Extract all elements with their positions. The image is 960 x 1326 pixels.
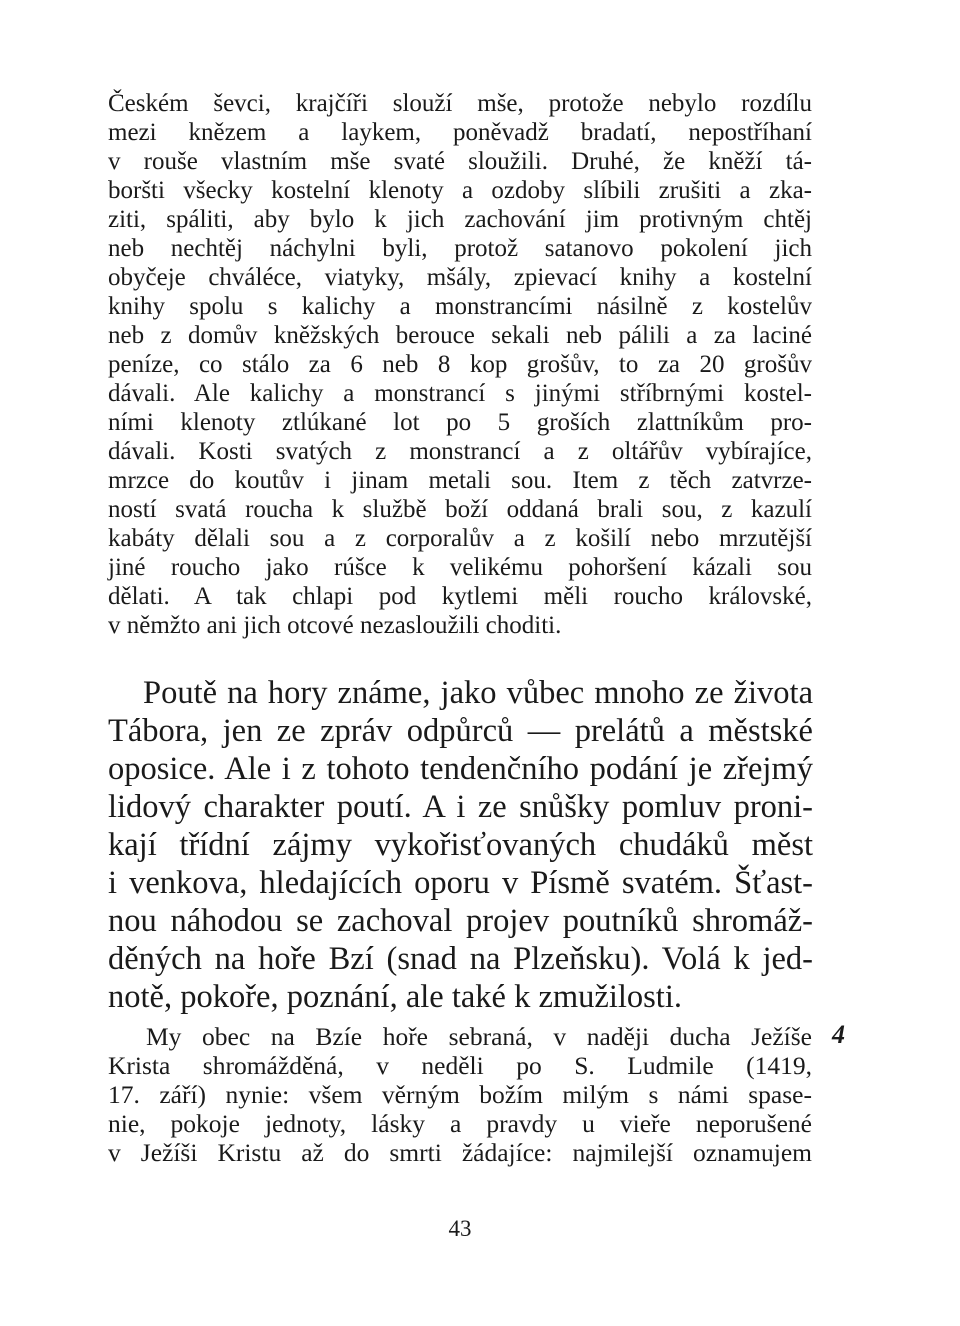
text-line: Poutě na hory známe, jako vůbec mnoho ze života (143, 675, 813, 711)
text-line: dávali. Kosti svatých z monstrancí a z oltářův vybírajíce, (108, 438, 812, 465)
text-line: kabáty dělali sou a z corporalův a z košilí nebo mrzutější (108, 525, 812, 552)
margin-note-number: 4 (832, 1020, 845, 1049)
text-line: obyčeje chválécе, viatyky, mšály, zpievací knihy a kostelní (108, 264, 812, 291)
text-line: děných na hoře Bzí (snad na Plzeňsku). Volá k jed- (108, 941, 813, 977)
text-line: neb z domův kněžských berouce sekali neb pálili a za laciné (108, 322, 812, 349)
text-line: i venkova, hledajících oporu v Písmě svatém. Šťast- (108, 865, 813, 901)
text-line: mezi knězem a laykem, poněvadž bradatí, nepostříhaní (108, 119, 812, 146)
text-line: ností svatá roucha k službě boží oddaná brali sou, z kazulí (108, 496, 812, 523)
text-line: notě, pokoře, poznání, ale také k zmužilosti. (108, 979, 682, 1015)
text-line: 17. září) nynie: všem věrným božím milým s námi spase- (108, 1080, 812, 1109)
page-number: 43 (448, 1216, 472, 1241)
text-line: neb nechtěj náchylni byli, protož satanovo pokolení jich (108, 235, 812, 262)
text-line: boršti všecky kostelní klenoty a ozdoby slíbili zrušiti a zka- (108, 177, 812, 204)
text-line: jiné roucho jako rúšce k velikému pohoršení kázali sou (108, 554, 812, 581)
text-line: v Ježíši Kristu až do smrti žádajíce: najmilejší oznamujem (108, 1138, 812, 1167)
text-line: dělati. A tak chlapi pod kytlemi měli roucho královské, (108, 583, 812, 610)
text-line: ními klenoty ztlúkané lot po 5 groších zlattníkům pro- (108, 409, 812, 436)
text-line: lidový charakter poutí. A i ze snůšky pomluv proni- (108, 789, 813, 825)
text-line: Českém ševci, krajčíři slouží mše, protože nebylo rozdílu (108, 90, 812, 117)
text-line: oposice. Ale i z tohoto tendenčního podání je zřejmý (108, 751, 813, 787)
text-line: My obec na Bzíe hoře sebraná, v naději ducha Ježíše (146, 1022, 812, 1051)
text-line: peníze, co stálo za 6 neb 8 kop grošův, to za 20 grošův (108, 351, 812, 378)
text-line: v němžto ani jich otcové nezasloužili choditi. (108, 612, 562, 639)
text-line: nou náhodou se zachoval projev poutníků shromáž- (108, 903, 813, 939)
text-line: nie, pokoje jednoty, lásky a pravdy u vieře neporušené (108, 1109, 812, 1138)
text-line: dávali. Ale kalichy a monstrancí s jinými stříbrnými kostel- (108, 380, 812, 407)
text-line: Tábora, jen ze zpráv odpůrců — prelátů a městské (108, 713, 813, 749)
text-line: kají třídní zájmy vykořisťovaných chudáků měst (108, 827, 813, 863)
text-line: mrzce do koutův i jinam metali sou. Item z těch zatvrze- (108, 467, 812, 494)
text-line: v rouše vlastním mše svaté sloužili. Druhé, že kněží tá- (108, 148, 812, 175)
text-line: knihy spolu s kalichy a monstrancími násilně z kostelův (108, 293, 812, 320)
text-line: ziti, spáliti, aby bylo k jich zachování jim protivným chtěj (108, 206, 812, 233)
text-line: Krista shromážděná, v neděli po S. Ludmile (1419, (108, 1051, 812, 1080)
